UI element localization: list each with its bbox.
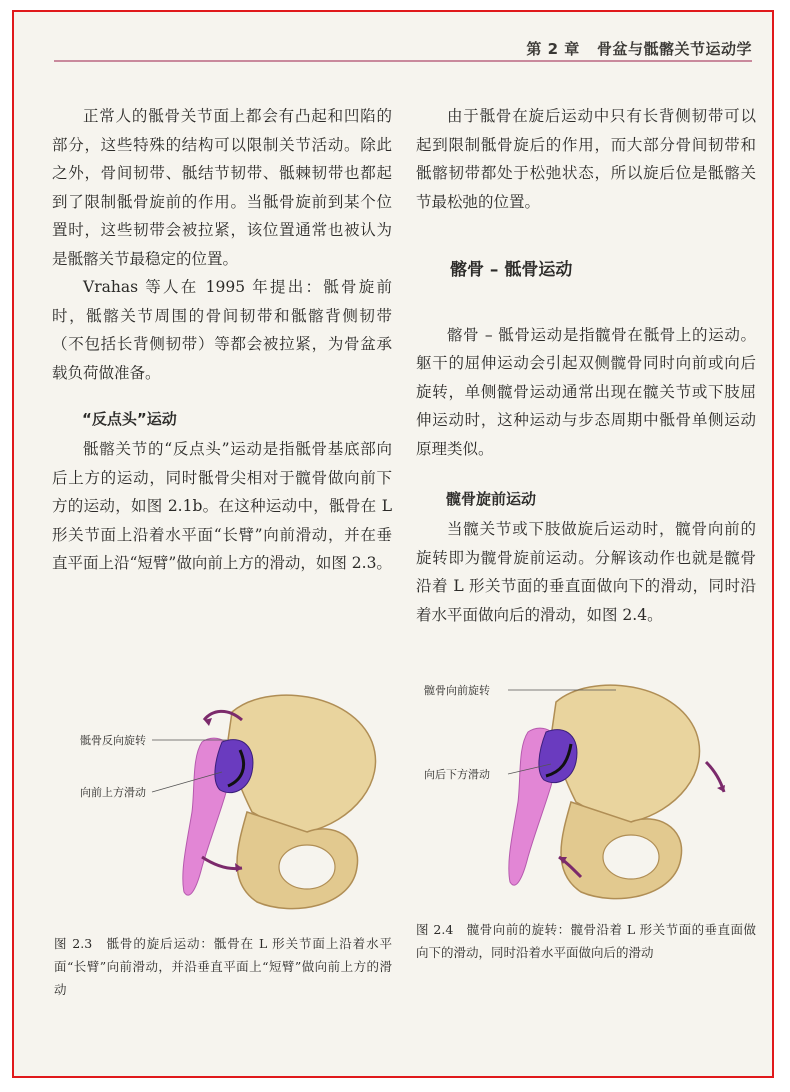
chapter-name: 骨盆与骶髂关节运动学 <box>596 40 752 58</box>
obturator-foramen <box>603 835 659 879</box>
paragraph: 正常人的骶骨关节面上都会有凸起和凹陷的部分，这些特殊的结构可以限制关节活动。除此之外，骨间韧带、骶结节韧带、骶棘韧带也都起到了限制骶骨旋前的作用。当骶骨旋前到某个位置时，这些韧带会被拉紧，该位置通常也被认为是骶髂关节最稳定的位置。 <box>52 107 392 268</box>
paragraph: Vrahas 等人在 1995 年提出：骶骨旋前时，骶髂关节周围的骨间韧带和骶髂背侧韧带（不包括长背侧韧带）等都会被拉紧，为骨盆承载负荷做准备。 <box>52 278 392 382</box>
figure-2-4 <box>416 662 756 912</box>
paragraph: 由于骶骨在旋后运动中只有长背侧韧带可以起到限制骶骨旋后的作用，而大部分骨间韧带和骶髂韧带都处于松弛状态，所以旋后位是骶髂关节最松弛的位置。 <box>416 107 756 211</box>
header-divider <box>54 60 752 62</box>
paragraph: 当髋关节或下肢做旋后运动时，髋骨向前的旋转即为髋骨旋前运动。分解该动作也就是髋骨沿着 L 形关节面的垂直面做向下的滑动，同时沿着水平面做向后的滑动，如图 2.4。 <box>416 520 756 624</box>
right-column <box>416 102 756 629</box>
pelvis-illustration <box>416 662 756 912</box>
label-posterior-inferior-slide: 向后下方滑动 <box>424 768 490 781</box>
paragraph: 骶髂关节的“反点头”运动是指骶骨基底部向后上方的运动，同时骶骨尖相对于髋骨做向前下方的运动，如图 2.1b。在这种运动中，骶骨在 L 形关节面上沿着水平面“长臂”向前滑动，并在垂直平面上沿“短臂”做向前上方的滑动，如图 2.3。 <box>52 440 392 572</box>
figure-2-3-caption: 图 2.3 骶骨的旋后运动：骶骨在 L 形关节面上沿着水平面“长臂”向前滑动，并沿垂直平面上“短臂”做向前上方的滑动 <box>54 936 392 997</box>
chapter-title <box>526 38 752 59</box>
section-heading: “反点头”运动 <box>82 410 177 428</box>
subsection-heading: 髋骨旋前运动 <box>446 490 537 508</box>
running-header <box>54 38 752 66</box>
page <box>12 10 774 1078</box>
figure-2-4-caption: 图 2.4 髋骨向前的旋转：髋骨沿着 L 形关节面的垂直面做向下的滑动，同时沿着水平面做向后的滑动 <box>416 922 756 960</box>
left-column <box>52 102 392 578</box>
label-anterior-superior-slide: 向前上方滑动 <box>80 786 146 799</box>
obturator-foramen <box>279 845 335 889</box>
figure-2-3 <box>52 672 392 922</box>
label-sacral-counter-rotation: 骶骨反向旋转 <box>80 734 146 747</box>
chapter-number: 第 2 章 <box>526 40 580 58</box>
label-innominate-forward-rotation: 髋骨向前旋转 <box>424 684 490 697</box>
paragraph: 髂骨 – 骶骨运动是指髋骨在骶骨上的运动。躯干的屈伸运动会引起双侧髋骨同时向前或向后旋转，单侧髋骨运动通常出现在髋关节或下肢屈伸运动时，这种运动与步态周期中骶骨单侧运动原理类似。 <box>416 325 756 458</box>
section-heading: 髂骨 – 骶骨运动 <box>450 260 573 280</box>
